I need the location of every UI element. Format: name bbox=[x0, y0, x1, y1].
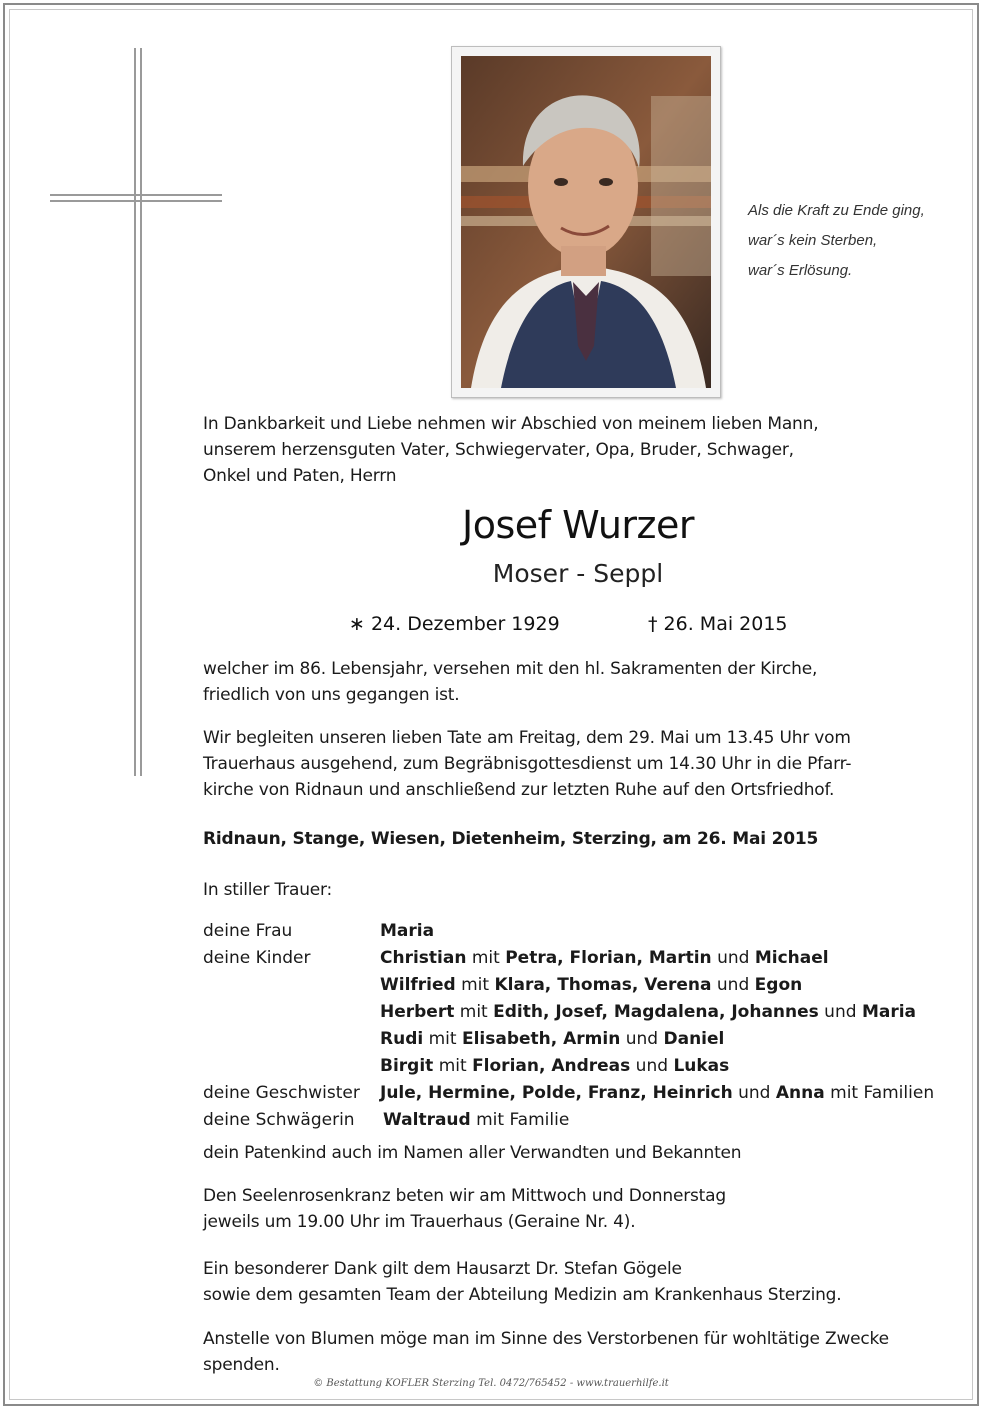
survivor-row bbox=[203, 945, 963, 972]
flowers-paragraph bbox=[203, 1326, 953, 1378]
rosary-paragraph bbox=[203, 1183, 953, 1235]
text-line: Onkel und Paten, Herrn bbox=[203, 466, 397, 486]
death-date: † 26. Mai 2015 bbox=[648, 613, 788, 635]
survivor-names bbox=[380, 1080, 934, 1107]
survivor-names bbox=[380, 918, 434, 945]
survivor-connector: mit bbox=[454, 1002, 494, 1022]
thanks-paragraph bbox=[203, 1256, 953, 1308]
quote-line: war´s kein Sterben, bbox=[748, 232, 878, 249]
survivor-connector: und bbox=[732, 1083, 776, 1103]
godchild-line: dein Patenkind auch im Namen aller Verwandten und Bekannten bbox=[203, 1143, 742, 1163]
survivor-name: Elisabeth, Armin bbox=[461, 1029, 621, 1049]
survivor-connector: mit Familien bbox=[824, 1083, 935, 1103]
survivor-row bbox=[203, 1080, 963, 1107]
survivor-connector: mit bbox=[466, 948, 506, 968]
survivor-connector: mit bbox=[455, 975, 495, 995]
footer-credit: © Bestattung KOFLER Sterzing Tel. 0472/765452 - www.trauerhilfe.it bbox=[313, 1378, 669, 1389]
survivor-name: Klara, Thomas, Verena bbox=[494, 975, 712, 995]
text-line: friedlich von uns gegangen ist. bbox=[203, 685, 460, 705]
survivor-name: Florian, Andreas bbox=[472, 1056, 631, 1076]
survivor-names bbox=[380, 945, 829, 972]
survivor-name: Petra, Florian, Martin bbox=[505, 948, 712, 968]
portrait-photo bbox=[461, 56, 711, 388]
survivor-names bbox=[380, 999, 916, 1026]
passing-paragraph bbox=[203, 656, 953, 708]
survivor-connector: und bbox=[711, 948, 755, 968]
text-line: Wir begleiten unseren lieben Tate am Freitag, dem 29. Mai um 13.45 Uhr vom bbox=[203, 728, 851, 748]
survivor-row bbox=[203, 999, 963, 1026]
survivor-row bbox=[203, 1107, 963, 1134]
survivor-name: Maria bbox=[861, 1002, 917, 1022]
survivor-connector: mit bbox=[423, 1029, 462, 1049]
quote-line: Als die Kraft zu Ende ging, bbox=[748, 202, 925, 219]
deceased-nickname: Moser - Seppl bbox=[492, 559, 664, 588]
text-line: welcher im 86. Lebensjahr, versehen mit den hl. Sakramenten der Kirche, bbox=[203, 659, 818, 679]
birth-date: ∗ 24. Dezember 1929 bbox=[349, 613, 560, 635]
survivor-row bbox=[203, 918, 963, 945]
survivor-name: Waltraud bbox=[383, 1110, 471, 1130]
text-line: spenden. bbox=[203, 1355, 280, 1375]
text-line: sowie dem gesamten Team der Abteilung Medizin am Krankenhaus Sterzing. bbox=[203, 1285, 842, 1305]
intro-paragraph bbox=[203, 411, 953, 489]
portrait-frame bbox=[451, 46, 721, 398]
survivor-connector: und bbox=[818, 1002, 862, 1022]
survivor-relation: deine Kinder bbox=[203, 948, 311, 968]
survivor-name: Egon bbox=[754, 975, 803, 995]
deceased-name: Josef Wurzer bbox=[462, 503, 694, 547]
survivor-name: Lukas bbox=[673, 1056, 730, 1076]
survivor-connector: mit bbox=[433, 1056, 473, 1076]
text-line: jeweils um 19.00 Uhr im Trauerhaus (Geraine Nr. 4). bbox=[203, 1212, 636, 1232]
text-line: Ein besonderer Dank gilt dem Hausarzt Dr. Stefan Gögele bbox=[203, 1259, 682, 1279]
cross-icon bbox=[50, 48, 225, 778]
survivor-connector: mit Familie bbox=[470, 1110, 570, 1130]
survivor-row bbox=[203, 1026, 963, 1053]
survivor-names bbox=[380, 972, 802, 999]
survivor-name: Daniel bbox=[663, 1029, 725, 1049]
text-line: In Dankbarkeit und Liebe nehmen wir Abschied von meinem lieben Mann, bbox=[203, 414, 819, 434]
survivor-name: Anna bbox=[775, 1083, 825, 1103]
survivor-name: Maria bbox=[380, 921, 435, 941]
text-line: Anstelle von Blumen möge man im Sinne des Verstorbenen für wohltätige Zwecke bbox=[203, 1329, 889, 1349]
quote-line: war´s Erlösung. bbox=[748, 262, 853, 279]
survivor-name: Rudi bbox=[380, 1029, 424, 1049]
text-line: unserem herzensguten Vater, Schwiegervater, Opa, Bruder, Schwager, bbox=[203, 440, 794, 460]
text-line: kirche von Ridnaun und anschließend zur letzten Ruhe auf den Ortsfriedhof. bbox=[203, 780, 835, 800]
survivor-names bbox=[380, 1053, 729, 1080]
survivor-name: Christian bbox=[380, 948, 467, 968]
survivor-relation: deine Schwägerin bbox=[203, 1110, 355, 1130]
survivor-connector: und bbox=[620, 1029, 664, 1049]
survivor-row bbox=[203, 972, 963, 999]
mourning-label: In stiller Trauer: bbox=[203, 880, 333, 900]
quote-block bbox=[748, 196, 968, 286]
survivor-name: Herbert bbox=[380, 1002, 455, 1022]
survivor-names bbox=[380, 1026, 724, 1053]
survivor-name: Wilfried bbox=[380, 975, 456, 995]
survivor-name: Edith, Josef, Magdalena, Johannes bbox=[493, 1002, 819, 1022]
survivor-name: Birgit bbox=[380, 1056, 434, 1076]
survivor-connector: und bbox=[630, 1056, 674, 1076]
survivors-list bbox=[203, 918, 963, 1134]
funeral-paragraph bbox=[203, 725, 953, 803]
survivor-relation: deine Frau bbox=[203, 921, 293, 941]
text-line: Trauerhaus ausgehend, zum Begräbnisgottesdienst um 14.30 Uhr in die Pfarr- bbox=[203, 754, 852, 774]
survivor-name: Jule, Hermine, Polde, Franz, Heinrich bbox=[380, 1083, 733, 1103]
survivor-relation: deine Geschwister bbox=[203, 1083, 360, 1103]
survivor-row bbox=[203, 1053, 963, 1080]
survivor-connector: und bbox=[711, 975, 755, 995]
place-date: Ridnaun, Stange, Wiesen, Dietenheim, Sterzing, am 26. Mai 2015 bbox=[203, 829, 819, 849]
text-line: Den Seelenrosenkranz beten wir am Mittwoch und Donnerstag bbox=[203, 1186, 726, 1206]
survivor-name: Michael bbox=[754, 948, 829, 968]
survivor-names bbox=[383, 1107, 569, 1134]
